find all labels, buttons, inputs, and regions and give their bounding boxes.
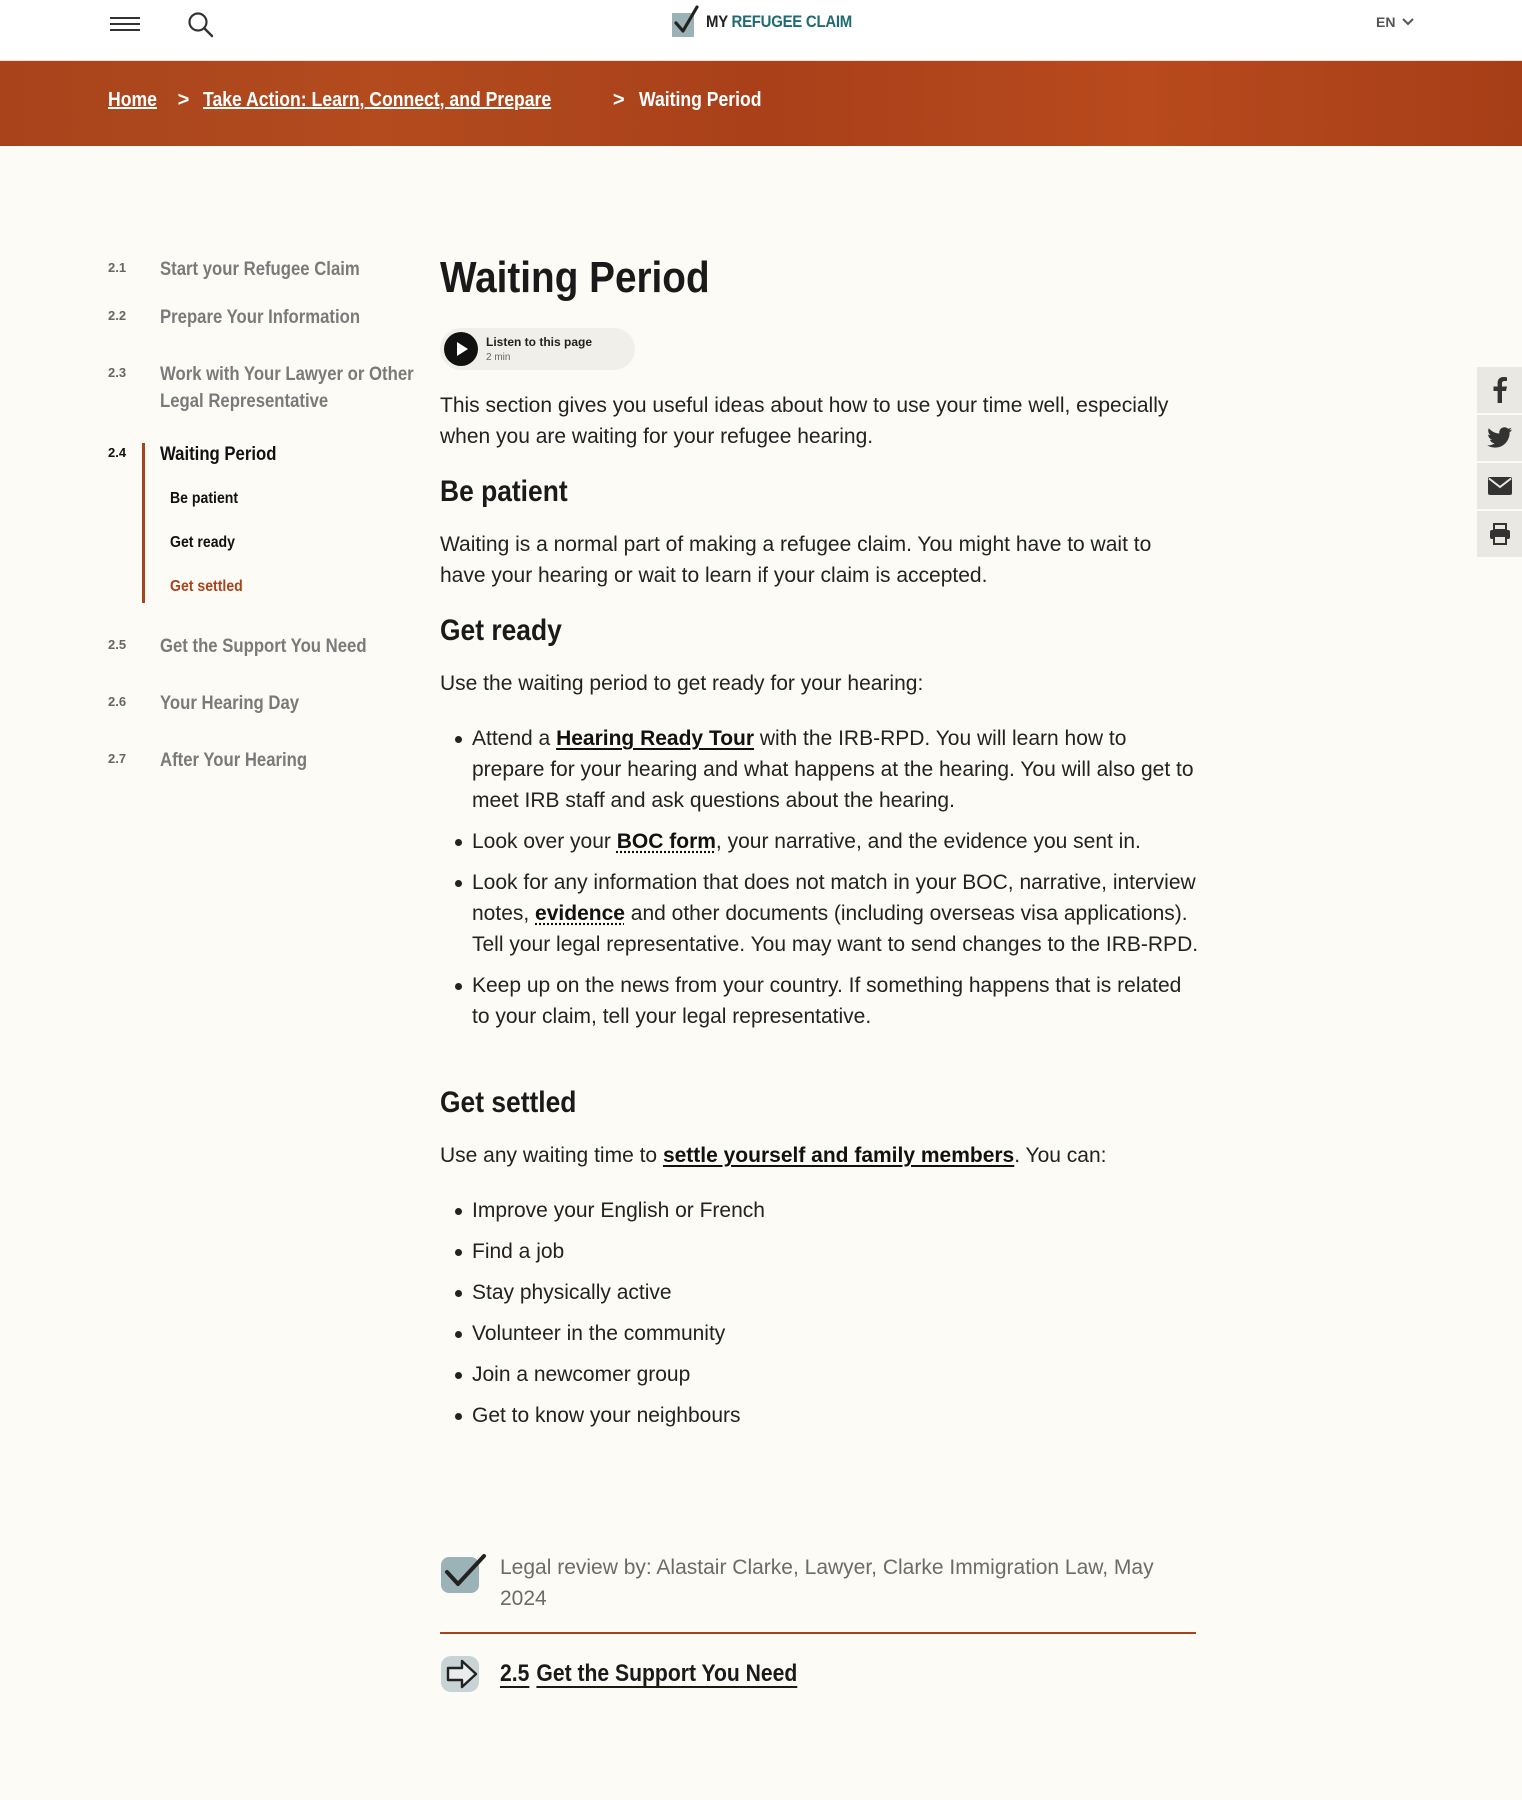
sidenav-item-number: 2.6 <box>108 694 127 709</box>
list-item: Get to know your neighbours <box>440 1400 1200 1431</box>
be-patient-paragraph: Waiting is a normal part of making a refugee claim. You might have to wait to have your hearing or wait to learn if your claim is accepted. <box>440 533 1152 587</box>
sidenav-item-label: After Your Hearing <box>160 750 308 771</box>
get-settled-intro-text: . You can: <box>1014 1144 1107 1167</box>
sidenav-item-number: 2.7 <box>108 751 127 766</box>
boc-form-link[interactable]: BOC form <box>616 830 716 853</box>
breadcrumb <box>108 89 778 112</box>
list-item-text: Look over your <box>472 830 617 853</box>
breadcrumb-separator: > <box>177 89 190 111</box>
list-item-text: Attend a <box>472 727 557 750</box>
hamburger-menu-icon[interactable] <box>108 14 142 36</box>
next-section-link[interactable] <box>440 1654 838 1694</box>
list-item-text: and other documents (including overseas visa applications). Tell your legal representative. You may want to send changes to the IRB-RPD. <box>472 902 1199 956</box>
sidenav-item-2-3[interactable] <box>108 361 448 415</box>
sidenav-item-number: 2.4 <box>108 445 127 460</box>
heading-get-ready: Get ready <box>440 614 562 647</box>
list-item <box>440 723 1200 816</box>
list-item: Find a job <box>440 1236 1200 1267</box>
email-icon[interactable] <box>1477 463 1522 509</box>
sidenav-item-label: Your Hearing Day <box>160 693 300 714</box>
heading-get-settled: Get settled <box>440 1086 577 1119</box>
legal-review-text: Legal review by: Alastair Clarke, Lawyer, Clarke Immigration Law, May 2024 <box>500 1556 1154 1610</box>
sidenav-item-2-7[interactable] <box>108 747 327 774</box>
breadcrumb-take-action-link[interactable]: Take Action: Learn, Connect, and Prepare <box>203 89 552 111</box>
checkmark-logo-icon <box>670 5 700 39</box>
arrow-right-icon <box>440 1654 482 1694</box>
list-item <box>440 826 1200 857</box>
list-item <box>440 867 1200 960</box>
sidenav-item-number: 2.3 <box>108 365 127 380</box>
sidenav-item-label <box>160 361 414 415</box>
sidenav-item-number: 2.5 <box>108 637 127 652</box>
logo-text <box>706 12 852 32</box>
breadcrumb-home-link[interactable]: Home <box>108 89 157 111</box>
logo-text-refugee-claim: REFUGEE CLAIM <box>731 12 852 31</box>
top-bar <box>0 0 1522 61</box>
list-item: Stay physically active <box>440 1277 1200 1308</box>
facebook-icon[interactable] <box>1477 367 1522 413</box>
sidenav-item-2-5[interactable] <box>108 633 395 660</box>
listen-title: Listen to this page <box>486 335 593 349</box>
breadcrumb-current: Waiting Period <box>638 89 762 111</box>
list-item: Improve your English or French <box>440 1195 1200 1226</box>
checkmark-badge-icon <box>440 1552 488 1596</box>
play-icon <box>444 332 478 366</box>
get-ready-intro: Use the waiting period to get ready for your hearing: <box>440 672 924 695</box>
logo-text-my: MY <box>706 12 728 31</box>
breadcrumb-band <box>0 61 1522 146</box>
breadcrumb-separator: > <box>612 89 625 111</box>
sidenav-item-label: Get the Support You Need <box>160 636 367 657</box>
intro-paragraph: This section gives you useful ideas about how to use your time well, especially when you are waiting for your refugee hearing. <box>440 394 1169 448</box>
print-icon[interactable] <box>1477 511 1522 557</box>
legal-review <box>440 1552 1196 1614</box>
divider <box>440 1632 1196 1634</box>
language-selector[interactable] <box>1376 14 1415 30</box>
sidenav-item-label: Waiting Period <box>160 444 277 465</box>
list-item: Join a newcomer group <box>440 1359 1200 1390</box>
hearing-ready-tour-link[interactable]: Hearing Ready Tour <box>556 727 755 750</box>
next-section-number: 2.5 <box>500 1660 530 1687</box>
search-icon[interactable] <box>186 10 216 40</box>
sidenav-item-label-line1: Work with Your Lawyer or Other <box>160 364 414 385</box>
settle-yourself-link[interactable]: settle yourself and family members <box>662 1144 1015 1167</box>
get-settled-intro <box>440 1140 1200 1171</box>
language-label: EN <box>1376 14 1396 30</box>
listen-to-page-button[interactable] <box>440 328 635 370</box>
site-logo[interactable] <box>670 4 872 40</box>
active-section-bar <box>142 443 145 603</box>
subnav-item-get-ready[interactable]: Get ready <box>170 534 235 551</box>
subnav-item-get-settled[interactable]: Get settled <box>170 578 243 595</box>
subnav-item-be-patient[interactable]: Be patient <box>170 490 239 507</box>
list-item-text: , your narrative, and the evidence you sent in. <box>715 830 1141 853</box>
sidenav-item-label-line2: Legal Representative <box>160 391 329 412</box>
sidenav-item-label: Start your Refugee Claim <box>160 259 360 280</box>
list-item: Keep up on the news from your country. If something happens that is related to your claim, tell your legal representative. <box>440 970 1200 1032</box>
page-title: Waiting Period <box>440 253 710 302</box>
list-item-text: with the IRB-RPD. You will learn how to prepare for your hearing and what happens at the hearing. You will also get to meet IRB staff and ask questions about the hearing. <box>472 727 1194 812</box>
next-section-label <box>500 1660 797 1688</box>
get-settled-list <box>440 1195 1200 1431</box>
chevron-down-icon <box>1401 17 1415 27</box>
get-settled-intro-text: Use any waiting time to <box>440 1144 663 1167</box>
sidenav-item-2-2[interactable] <box>108 304 387 331</box>
sidenav-item-2-6[interactable] <box>108 690 318 717</box>
sidenav-item-number: 2.1 <box>108 260 127 275</box>
listen-duration: 2 min <box>486 352 511 363</box>
evidence-link[interactable]: evidence <box>535 902 625 925</box>
sidenav-item-2-4[interactable] <box>108 441 292 468</box>
get-ready-list <box>440 723 1200 1032</box>
sidenav-item-number: 2.2 <box>108 308 127 323</box>
next-section-title: Get the Support You Need <box>536 1660 798 1687</box>
sidenav-item-label: Prepare Your Information <box>160 307 361 328</box>
sidenav-item-2-1[interactable] <box>108 256 387 283</box>
heading-be-patient: Be patient <box>440 475 568 508</box>
list-item-text: Look for any information that does not match in your BOC, narrative, interview notes, <box>472 871 1196 925</box>
list-item: Volunteer in the community <box>440 1318 1200 1349</box>
share-rail <box>1477 367 1522 559</box>
twitter-icon[interactable] <box>1477 415 1522 461</box>
listen-text <box>486 335 592 363</box>
